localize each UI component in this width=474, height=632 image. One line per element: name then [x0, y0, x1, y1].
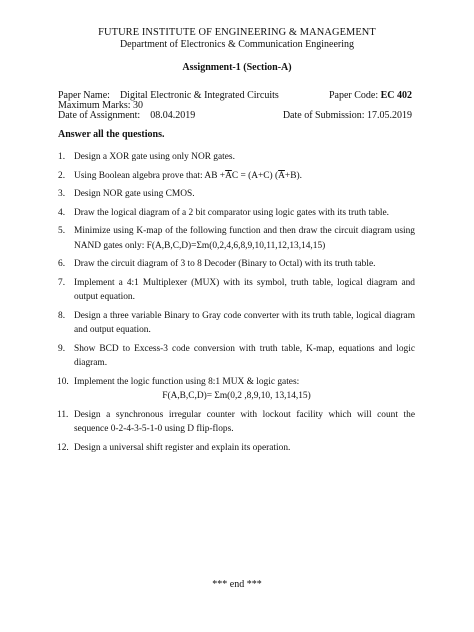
question-text: Minimize using K-map of the following function and then draw the circuit diagram using NAND gates only: F(A,B,C,D)=Σm(0,2,4,6,8,9,10,11,12,13,14,15) — [74, 226, 415, 251]
question-item: 6. Draw the circuit diagram of 3 to 8 Decoder (Binary to Octal) with its truth table. — [58, 259, 376, 269]
question-text: Show BCD to Excess-3 code conversion with truth table, K-map, equations and logic diagram. — [74, 343, 415, 368]
question-item: 7. Implement a 4:1 Multiplexer (MUX) with its symbol, truth table, logical diagram and output equation. — [58, 277, 415, 302]
end-marker: *** end *** — [212, 579, 262, 590]
question-item: 3. Design NOR gate using CMOS. — [58, 189, 195, 199]
paper-code-value: EC 402 — [380, 90, 412, 101]
question-list — [58, 150, 415, 459]
question-text: Design a XOR gate using only NOR gates. — [74, 152, 235, 162]
instruction: Answer all the questions. — [58, 129, 165, 140]
paper-name-value: Digital Electronic & Integrated Circuits — [119, 90, 279, 101]
question-text: Design a synchronous irregular counter with lockout facility which will count the sequence 0-2-4-3-5-1-0 using D flip-flops. — [74, 409, 415, 434]
question-text: Design a universal shift register and explain its operation. — [74, 442, 291, 453]
question-item: 10. Implement the logic function using 8:1 MUX & logic gates: F(A,B,C,D)= Σm(0,2 ,8,9,10, 13,14,15) — [58, 375, 415, 404]
date-of-assignment-label: Date of Assignment: — [58, 110, 141, 121]
paper-name-label: Paper Name: — [58, 90, 110, 101]
max-marks: Maximum Marks: 30 — [58, 100, 143, 111]
question-item: 12. Design a universal shift register and explain its operation. — [57, 442, 291, 453]
question-item: 2. Using Boolean algebra prove that: AB $+\overline{A}C = (A+C)$ $(\overline{A}+B)$. — [58, 170, 302, 181]
question-item: 4. Draw the logical diagram of a 2 bit comparator using logic gates with its truth table. — [58, 207, 390, 218]
date-of-submission: Date of Submission: 17.05.2019 — [282, 110, 412, 121]
question-item: 11. Design a synchronous irregular counter with lockout facility which will count the sequence 0-2-4-3-5-1-0 using D flip-flops. — [57, 409, 415, 434]
question-item: 9. Show BCD to Excess-3 code conversion with truth table, K-map, equations and logic diagram. — [58, 343, 415, 368]
paper-code-label: Paper Code: — [328, 90, 379, 101]
institute-name: FUTURE INSTITUTE OF ENGINEERING & MANAGEMENT — [98, 27, 376, 38]
question-text: Using Boolean algebra prove that: AB $+\overline{A}C = (A+C)$ $(\overline{A}+B)$. — [74, 170, 302, 181]
question-item: 1. Design a XOR gate using only NOR gates. — [58, 152, 235, 162]
question-text: Draw the logical diagram of a 2 bit comparator using logic gates with its truth table. — [74, 207, 390, 218]
question-equation: F(A,B,C,D)= Σm(0,2 ,8,9,10, 13,14,15) — [162, 391, 311, 401]
question-item: 5. Minimize using K-map of the following function and then draw the circuit diagram using NAND gates only: F(A,B,C,D)=Σm(0,2,4,6,8,9,10,11,12,13,14,15) — [58, 226, 415, 251]
date-of-assignment-value: 08.04.2019 — [150, 110, 196, 121]
assignment-title: Assignment-1 (Section-A) — [182, 62, 292, 73]
question-text: Design a three variable Binary to Gray code converter with its truth table, logical diagram and output equation. — [74, 310, 415, 335]
question-text: Implement a 4:1 Multiplexer (MUX) with its symbol, truth table, logical diagram and output equation. — [74, 277, 415, 302]
question-item: 8. Design a three variable Binary to Gray code converter with its truth table, logical diagram and output equation. — [58, 310, 415, 335]
dates-row — [58, 110, 412, 122]
question-text: Design NOR gate using CMOS. — [74, 189, 195, 199]
department-name: Department of Electronics & Communication Engineering — [119, 39, 355, 50]
question-text: Implement the logic function using 8:1 MUX & logic gates: — [74, 376, 300, 387]
question-text: Draw the circuit diagram of 3 to 8 Decoder (Binary to Octal) with its truth table. — [74, 259, 376, 269]
